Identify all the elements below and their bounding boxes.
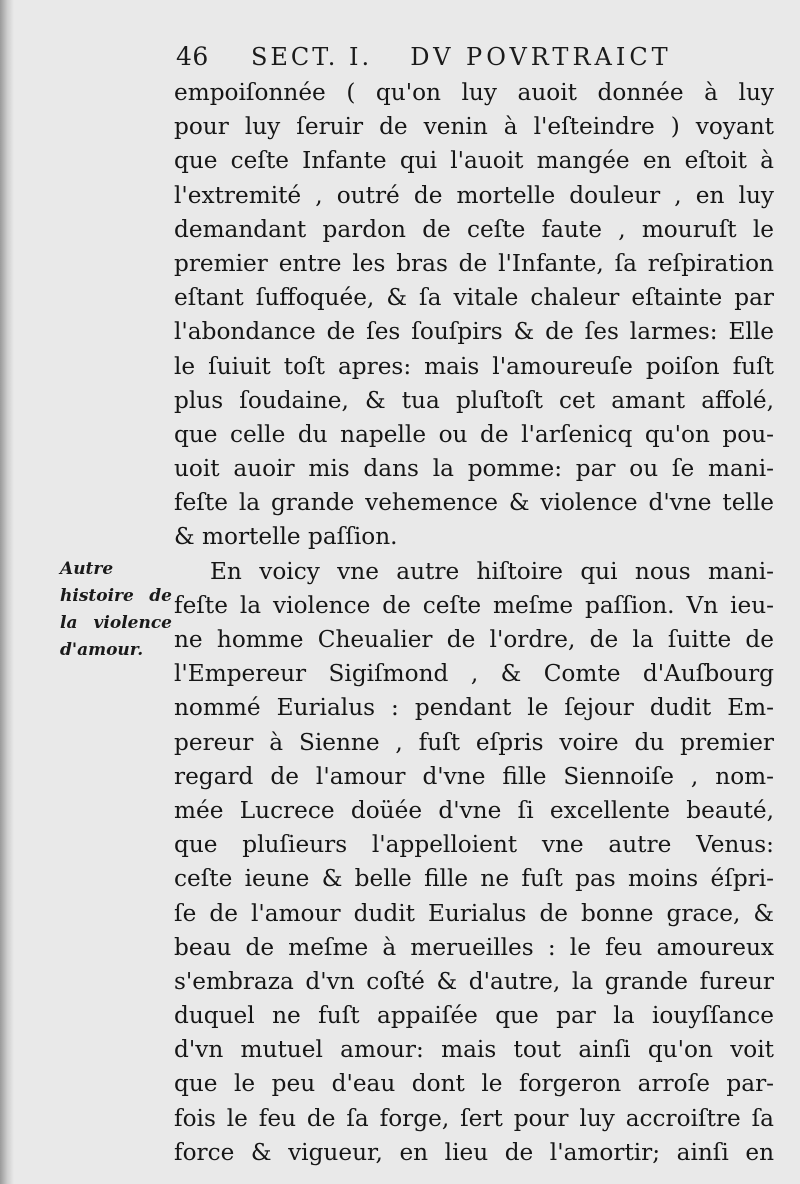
text-line: l'Empereur Sigiſmond , & Comte d'Auſbourg xyxy=(174,660,774,688)
text-line: premier entre les bras de l'Infante, ſa reſpiration xyxy=(174,249,774,277)
margin-note xyxy=(60,556,172,664)
margin-note-line: d'amour. xyxy=(60,640,144,660)
margin-note-line: la violence xyxy=(60,613,172,633)
text-line: que ceſte Infante qui l'auoit mangée en eſtoit à xyxy=(174,147,774,175)
margin-note-line: Autre xyxy=(60,559,114,579)
text-line: l'extremité , outré de mortelle douleur , en luy xyxy=(174,181,774,209)
page-number: 46 xyxy=(176,42,209,71)
text-line: s'embraza d'vn coſté & d'autre, la grande fureur xyxy=(174,967,774,995)
text-line: pour luy ſeruir de venin à l'eſteindre ) voyant xyxy=(174,113,774,141)
text-line: & mortelle paſſion. xyxy=(174,523,398,551)
text-line: regard de l'amour d'vne fille Siennoiſe , nom- xyxy=(174,762,774,790)
text-line: pereur à Sienne , fuſt eſpris voire du premier xyxy=(174,728,774,756)
text-line: fois le feu de ſa forge, ſert pour luy accroiſtre ſa xyxy=(174,1104,774,1132)
text-line: feſte la grande vehemence & violence d'vne telle xyxy=(174,489,774,517)
text-line: En voicy vne autre hiſtoire qui nous mani- xyxy=(210,557,774,585)
text-line: d'vn mutuel amour: mais tout ainſi qu'on voit xyxy=(174,1036,774,1064)
section-label: SECT. I. xyxy=(250,43,373,71)
text-line: mée Lucrece doüée d'vne ſi excellente beauté, xyxy=(174,796,774,824)
running-head xyxy=(176,42,776,72)
margin-note-line: histoire de xyxy=(60,586,172,606)
text-line: que celle du napelle ou de l'arſenicq qu'on pou- xyxy=(174,420,774,448)
text-line: eſtant ſuffoquée, & ſa vitale chaleur eſtainte par xyxy=(174,284,774,312)
text-line: duquel ne fuſt appaiſée que par la iouyſſance xyxy=(174,1002,774,1030)
text-line: l'abondance de ſes ſouſpirs & de ſes larmes: Elle xyxy=(174,318,774,346)
text-line: plus ſoudaine, & tua pluſtoſt cet amant affolé, xyxy=(174,386,774,414)
text-line: empoiſonnée ( qu'on luy auoit donnée à luy xyxy=(174,79,774,106)
text-line: que le peu d'eau dont le forgeron arroſe par- xyxy=(174,1070,774,1098)
text-line: uoit auoir mis dans la pomme: par ou ſe mani- xyxy=(174,455,774,483)
body-text xyxy=(174,76,774,1170)
running-title: DV POVRTRAICT xyxy=(410,43,672,71)
text-line: beau de meſme à merueilles : le feu amoureux xyxy=(174,933,774,961)
text-line: ſe de l'amour dudit Eurialus de bonne grace, & xyxy=(174,899,774,927)
text-line: que pluſieurs l'appelloient vne autre Venus: xyxy=(174,831,774,859)
text-line: demandant pardon de ceſte faute , mouruſt le xyxy=(174,215,774,243)
text-line: force & vigueur, en lieu de l'amortir; ainſi en xyxy=(174,1138,774,1166)
page-gutter xyxy=(0,0,14,1184)
text-line: le ſuiuit toſt apres: mais l'amoureuſe poiſon fuſt xyxy=(174,352,774,380)
text-line: ne homme Cheualier de l'ordre, de la ſuitte de xyxy=(174,626,774,653)
text-line: feſte la violence de ceſte meſme paſſion. Vn ieu- xyxy=(174,591,774,619)
text-line: nommé Eurialus : pendant le ſejour dudit Em- xyxy=(174,694,774,722)
text-line: ceſte ieune & belle fille ne fuſt pas moins éſpri- xyxy=(174,865,774,893)
